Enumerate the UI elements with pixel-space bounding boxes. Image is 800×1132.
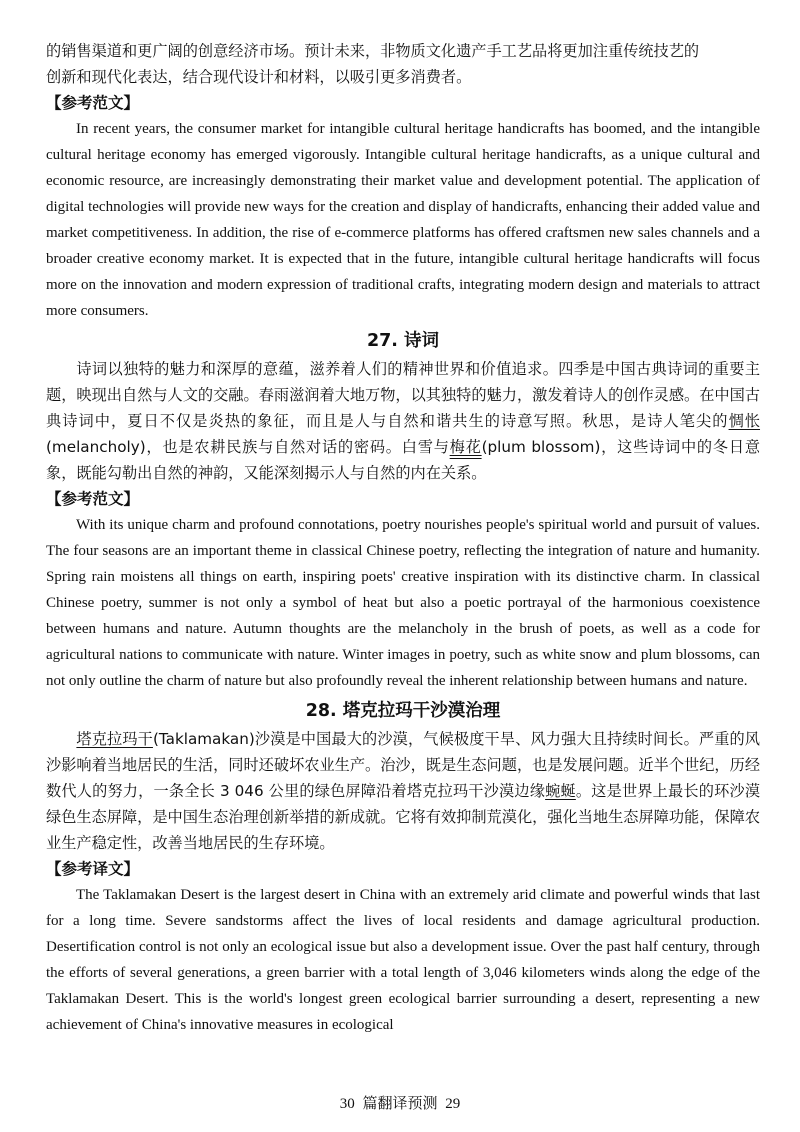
intro-paragraph xyxy=(46,38,760,90)
s27-term-plum-blossom: 梅花 xyxy=(449,438,482,456)
section-28-title: 28. 塔克拉玛干沙漠治理 xyxy=(305,701,501,721)
s28-chinese-paragraph xyxy=(46,726,760,856)
intro-line-1: 的销售渠道和更广阔的创意经济市场。预计未来，非物质文化遗产手工艺品将更加注重传统技艺的 xyxy=(46,42,700,60)
reference-translation-label: 【参考译文】 xyxy=(46,860,140,878)
s28-term-taklamakan: 塔克拉玛干 xyxy=(76,730,153,748)
s27-english-essay: With its unique charm and profound connotations, poetry nourishes people's spiritual world and pursuit of values. The four seasons are an important theme in classical Chinese poetry, reflecting the integration of nature and humanity. Spring rain moistens all things on earth, inspiring poets' creative inspiration with its distinctive charm. In classical Chinese poetry, summer is not only a symbol of heat but also a poetic portrayal of the harmonious coexistence between humans and nature. Autumn thoughts are the melancholy in the brush of poets, as well as a code for agricultural nations to communicate with nature. Winter images in poetry, such as white snow and plum blossoms, can not only outline the charm of nature but also profoundly reveal the inherent relationship between humans and nature. xyxy=(46,517,760,689)
reference-essay-label-27: 【参考范文】 xyxy=(46,490,140,508)
s27-text-c: (melancholy)，也是农耕民族与自然对话的密码。白雪与 xyxy=(46,438,450,456)
s28-term-winds: 蜿蜒 xyxy=(545,782,576,800)
s26-english-essay: In recent years, the consumer market for intangible cultural heritage handicrafts has boomed, and the intangible cultural heritage economy has emerged vigorously. Intangible cultural heritage handicrafts, as a unique cultural and economic resource, are increasingly demonstrating their market value and development potential. The application of digital technologies will provide new ways for the creation and display of handicrafts, enhancing their added value and market competitiveness. In addition, the rise of e-commerce platforms has offered craftsmen new sales channels and a broader creative economy market. It is expected that in the future, intangible cultural heritage handicrafts will focus more on the innovation and modern expression of traditional crafts, integrating modern design and materials to attract more consumers. xyxy=(46,121,760,319)
s27-term-melancholy: 惆怅 xyxy=(728,412,761,430)
s28-english-translation: The Taklamakan Desert is the largest desert in China with an extremely arid climate and powerful winds that last for a long time. Severe sandstorms affect the lives of local residents and damage agricultural production. Desertification control is not only an ecological issue but also a development issue. Over the past half century, through the efforts of several generations, a green barrier with a total length of 3,046 kilometers winds along the edge of the Taklamakan Desert. This is the world's longest green ecological barrier surrounding a desert, representing a new achievement of China's innovative measures in ecological xyxy=(46,887,760,1033)
s27-text-a: 诗词以独特的魅力和深厚的意蕴，滋养着人们的精神世界和价值追求。四季是中国古典诗词的重要主题，映现出自然与人文的交融。春雨滋润着大地万物，以其独特的魅力，激发着诗人的创作灵感。在中国古典诗词中，夏日不仅是炎热的象征，而且是人与自然和谐共生的诗意写照。秋思，是诗人笔尖的 xyxy=(46,360,760,430)
page-content xyxy=(46,38,760,1038)
reference-essay-label: 【参考范文】 xyxy=(46,94,140,112)
footer-book-title: 30 篇翻译预测 xyxy=(339,1096,438,1112)
s28-text-b: (Taklamakan)沙漠是中国最大的沙漠，气候极度干旱、风力强大且持续时间长。严重的风沙影响着当地居民的生活，同时还破坏农业生产。治沙，既是生态问题，也是发展问题。近半个世纪，历经数代人的努力，一条全长 3 046 公里的绿色屏障沿着塔克拉玛干沙漠边缘 xyxy=(46,730,760,800)
s27-chinese-paragraph xyxy=(46,356,760,486)
footer-page-number: 29 xyxy=(445,1096,461,1112)
section-27-title: 27. 诗词 xyxy=(366,331,440,351)
s28-text-d: 。这是世界上最长的环沙漠绿色生态屏障，是中国生态治理创新举措的新成就。它将有效抑制荒漠化，强化当地生态屏障功能，保障农业生产稳定性，改善当地居民的生存环境。 xyxy=(46,782,761,852)
s27-text-e: (plum blossom)，这些诗词中的冬日意象，既能勾勒出自然的神韵，又能深刻揭示人与自然的内在关系。 xyxy=(46,438,761,482)
page-footer xyxy=(0,1092,800,1113)
intro-line-2: 创新和现代化表达，结合现代设计和材料，以吸引更多消费者。 xyxy=(46,68,472,86)
